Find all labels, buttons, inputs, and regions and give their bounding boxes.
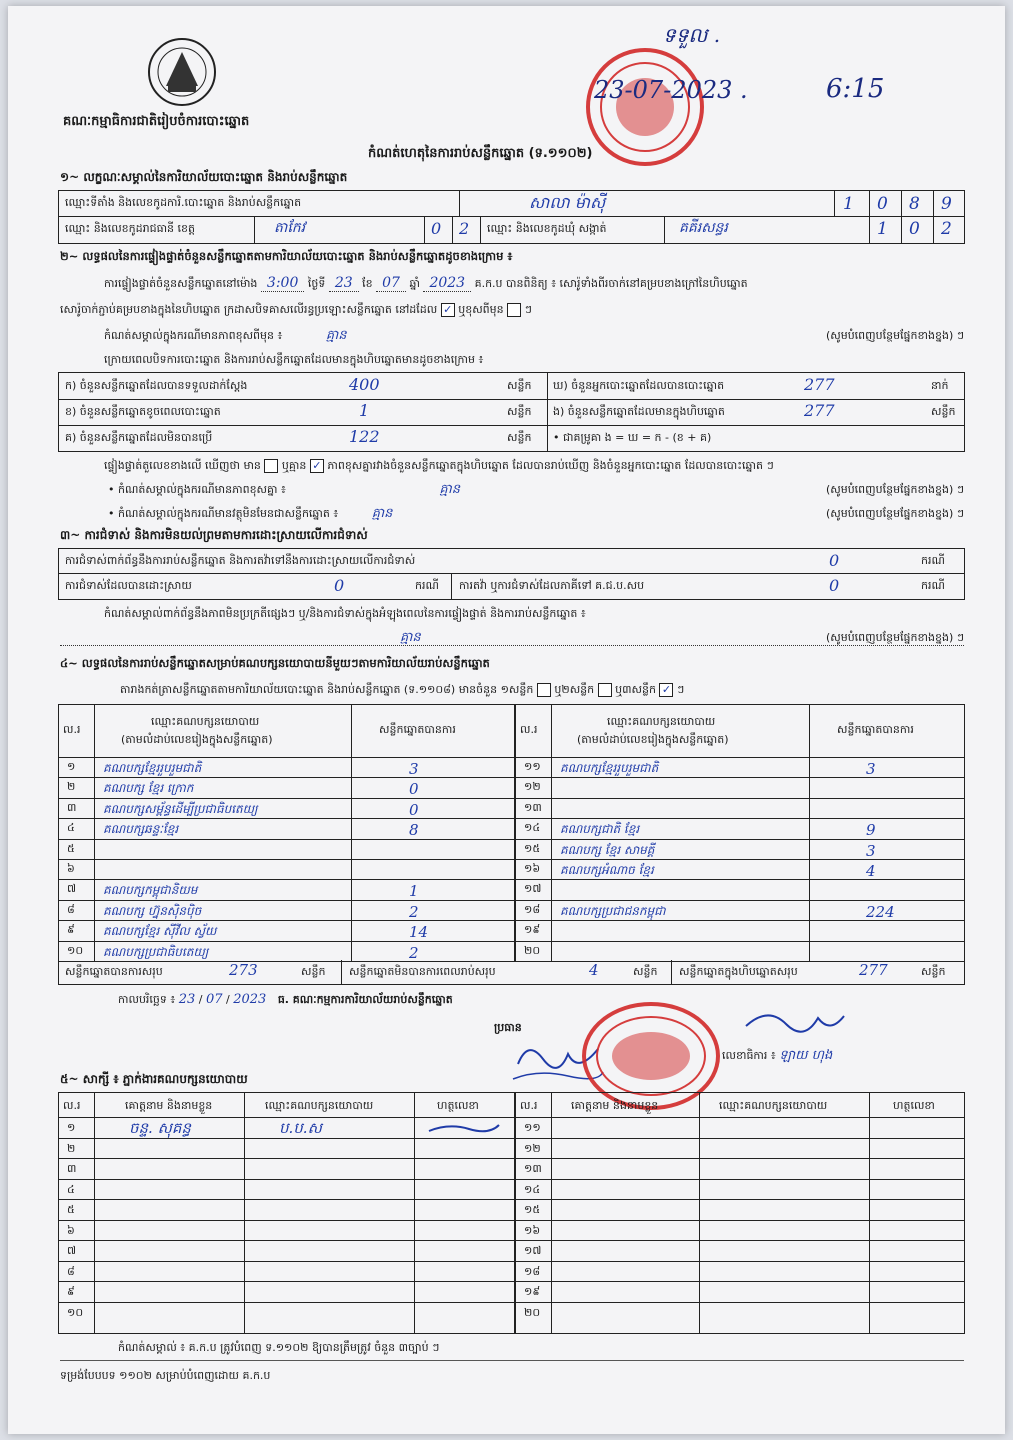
result-party-name: គណបក្ស ខ្មែរ សាមគ្គី — [560, 842, 655, 857]
office-code-4: 9 — [941, 194, 952, 214]
witness-row-number: ១៨ — [524, 1264, 541, 1278]
value-c: 122 — [349, 427, 380, 446]
secretary-signature-icon — [738, 1004, 848, 1040]
result-row-number: ៨ — [67, 902, 75, 916]
witness-row-number: ១៣ — [524, 1162, 542, 1175]
witness-row-number: ៧ — [67, 1244, 77, 1257]
note-change-value: គ្មាន — [325, 328, 347, 343]
office-code-1: 1 — [843, 194, 854, 214]
one-sheet-checkbox[interactable] — [537, 683, 551, 697]
result-vote-count: 8 — [409, 821, 419, 840]
result-party-name: គណបក្សខ្មែររួបរួមជាតិ — [560, 761, 659, 775]
count-intro: ក្រោយពេលបិទការបោះឆ្នោត និងការរាប់សន្លឹកឆ្នោតដែលមានក្នុងហិបឆ្នោតមានដូចខាងក្រោម ៖ — [104, 353, 484, 366]
formula: • ជាគម្រូគា ង = ឃ = ក - (ខ + គ) — [553, 431, 712, 444]
province-label: ឈ្មោះ និងលេខកូដរាជធានី ខេត្ត — [65, 222, 195, 235]
witness-row-divider — [59, 1240, 964, 1241]
witness-row-number: ៤ — [67, 1182, 75, 1196]
ballot-count-table: ក) ចំនួនសន្លឹកឆ្នោតដែលបានទទួលដាក់ស្ដែង 400 សន្លឹក ខ) ចំនួនសន្លឹកឆ្នោតខូចពេលបោះឆ្នោត 1 សន្លឹក គ) ចំនួនសន្លឹកឆ្នោតដែលមិនបានប្រើ 122 សន្លឹក ឃ) ចំនួនអ្នកបោះឆ្នោតដែលបានបោះឆ្នោត 277 នាក់ ង) ចំនួនសន្លឹកឆ្នោតដែលមានក្នុងហិបឆ្នោត 277 សន្លឹក • ជាគម្រូគា ង = ឃ = ក - (ខ + គ) — [58, 372, 965, 452]
note-change-line: កំណត់សម្គាល់ក្នុងករណីមានភាពខុសពីមុន ៖ គ្មាន (សូមបំពេញបន្ថែមផ្នែកខាងខ្នង) ៗ — [104, 328, 964, 343]
office-code-3: 8 — [909, 194, 920, 214]
value-d: 277 — [804, 375, 835, 394]
results-row-divider — [59, 941, 964, 942]
witness-row-divider — [59, 1158, 964, 1159]
witness-1-name: ចន្ទ. សុគន្ធ — [129, 1119, 191, 1137]
result-vote-count: 9 — [866, 821, 876, 840]
totals-row: សន្លឹកឆ្នោតបានការសរុប 273 សន្លឹក សន្លឹកឆ្នោតមិនបានការពេលរាប់សរុប 4 សន្លឹក សន្លឹកឆ្នោតក្នុងហិបឆ្នោតសរុប 277 សន្លឹក — [58, 960, 965, 985]
result-party-name: គណបក្ស ខ្មែរ ក្រោក — [103, 781, 194, 796]
value-a: 400 — [349, 375, 380, 394]
two-sheet-checkbox[interactable] — [598, 683, 612, 697]
result-row-number: ២ — [67, 780, 76, 794]
result-row-number: ៧ — [67, 882, 77, 896]
no-difference-checkbox[interactable]: ✓ — [310, 459, 324, 473]
section3-heading: ៣~ ការជំទាស់ និងការមិនយល់ព្រមតាមការដោះស្រាយលើការជំទាស់ — [60, 528, 368, 542]
result-row-number: ១៤ — [524, 821, 541, 835]
office-code-2: 0 — [877, 194, 888, 214]
result-party-name: គណបក្សជាតិ ខ្មែរ — [560, 822, 640, 837]
result-party-name: គណបក្សប្រជាជនកម្ពុជា — [560, 903, 666, 918]
witness-row-number: ១ — [67, 1121, 76, 1134]
total-invalid: 4 — [589, 961, 599, 979]
witness-row-number: ៣ — [67, 1162, 77, 1175]
result-row-number: ១២ — [524, 780, 541, 794]
witness-row-divider — [59, 1117, 964, 1118]
results-row-divider — [59, 798, 964, 799]
verify-year: 2023 — [423, 275, 471, 292]
result-vote-count: 2 — [409, 902, 419, 921]
result-row-number: ២០ — [524, 943, 541, 957]
witness-row-divider — [59, 1138, 964, 1139]
result-vote-count: 4 — [866, 862, 876, 880]
result-vote-count: 3 — [409, 760, 419, 778]
result-row-number: ១៧ — [524, 882, 542, 896]
verify-time: 3:00 — [261, 275, 304, 292]
result-vote-count: 14 — [409, 923, 429, 942]
result-party-name: គណបក្សអំណាច ខ្មែរ — [560, 863, 654, 877]
section4-heading: ៤~ លទ្ធផលនៃការរាប់សន្លឹកឆ្នោតសម្រាប់គណបក្សនយោបាយនីមួយៗតាមការិយាល័យរាប់សន្លឹកឆ្នោត — [60, 656, 490, 670]
witness-row-number: ១១ — [524, 1121, 541, 1134]
objection-table: ការជំទាស់ពាក់ព័ន្ធនឹងការរាប់សន្លឹកឆ្នោត និងការតវ៉ាទៅនឹងការដោះស្រាយលើការជំទាស់ 0 ករណី ការជំទាស់ដែលបានដោះស្រាយ 0 ករណី ការតវ៉ា ឬការជំទាស់ដែលភាគីទៅ គ.ជ.ប.សប 0 ករណី — [58, 548, 965, 600]
witness-row-number: ២០ — [524, 1305, 541, 1319]
result-vote-count: 3 — [866, 760, 876, 778]
witness-row-divider — [59, 1220, 964, 1221]
footer-note: កំណត់សម្គាល់ ៖ គ.ក.ប ត្រូវបំពេញ ទ.១១០២ ឱ្យបានត្រឹមត្រូវ ចំនួន ៣ច្បាប់ ៗ — [118, 1341, 440, 1354]
result-party-name: គណបក្សខ្មែរ ស៊ីវីល ស្វ័យ — [103, 924, 217, 939]
result-row-number: ១៩ — [524, 923, 541, 937]
witness-row-number: ៩ — [67, 1285, 75, 1298]
received-note: ទទួល . — [663, 23, 721, 47]
result-row-number: ៥ — [67, 841, 75, 855]
red-seal-top — [586, 48, 704, 166]
section2-heading: ២~ លទ្ធផលនៃការផ្ទៀងផ្ទាត់ចំនួនសន្លឹកឆ្នោតតាមការិយាល័យបោះឆ្នោត និងរាប់សន្លឹកឆ្នោតដូចខាងក្រោម ៖ — [60, 249, 513, 263]
commune-code-3: 2 — [941, 219, 952, 239]
verify-month: 07 — [376, 275, 406, 292]
results-row-divider — [59, 900, 964, 901]
results-row-divider — [59, 839, 964, 840]
commune-code-2: 0 — [909, 219, 920, 239]
result-party-name: គណបក្សប្រជាធិបតេយ្យ — [103, 944, 209, 959]
result-vote-count: 0 — [409, 800, 419, 819]
chair-label: ប្រធាន — [494, 1021, 522, 1034]
results-row-divider — [59, 777, 964, 778]
tally-sheet-line: តារាងកត់ត្រាសន្លឹកឆ្នោតតាមការិយាល័យបោះឆ្នោត និងរាប់សន្លឹកឆ្នោត (ទ.១១០៨) មានចំនួន ១សន្លឹក ឬ២សន្លឹក ឬ៣សន្លឹក ✓ ៗ — [120, 683, 685, 696]
result-row-number: ១១ — [524, 760, 541, 773]
section5-heading: ៥~ សាក្សី ៖ ភ្នាក់ងារគណបក្សនយោបាយ — [60, 1072, 248, 1086]
note-object-line: • កំណត់សម្គាល់ក្នុងករណីមានវត្ថុមិនមែនជាសន្លឹកឆ្នោត ៖ គ្មាន (សូមបំពេញបន្ថែមផ្នែកខាងខ្នង) ៗ — [108, 506, 964, 521]
objection-count: 0 — [829, 551, 840, 570]
witness-row-number: ១៧ — [524, 1244, 542, 1257]
office-label: ឈ្មោះទីតាំង និងលេខកូដការិ.បោះឆ្នោត និងរាប់សន្លឹកឆ្នោត — [65, 196, 302, 209]
verification-line-1: ការផ្ទៀងផ្ទាត់ចំនួនសន្លឹកឆ្នោតនៅម៉ោង 3:00 ថ្ងៃទី 23 ខែ 07 ឆ្នាំ 2023 គ.ក.ប បានពិនិត្យ ៖ សោរ៉ូទាំងពីរចាក់នៅគម្របខាងក្រៅនៃហិបឆ្នោត — [104, 275, 748, 291]
province-code-1: 0 — [431, 219, 442, 238]
result-party-name: គណបក្សខ្មែររួបរួមជាតិ — [103, 761, 202, 775]
verify-day: 23 — [329, 275, 359, 292]
commune-code-1: 1 — [877, 219, 888, 239]
witness-table: ល.រ គោត្តនាម និងនាមខ្លួន ឈ្មោះគណបក្សនយោបាយ ហត្ថលេខា ល.រ គោត្តនាម និងនាមខ្លួន ឈ្មោះគណបក្សនយោបាយ ហត្ថលេខា ១ ១១ ២ ១២ ៣ ១៣ ៤ ១៤ ៥ ១៥ ៦ ១៦ ៧ ១៧ ៨ ១៨ ៩ ១៩ ១០ ២០ ចន្ទ. សុគន្ធ ប.ប.ស — [58, 1092, 965, 1334]
witness-1-party: ប.ប.ស — [279, 1119, 322, 1137]
org-name: គណៈកម្មាធិការជាតិរៀបចំការបោះឆ្នោត — [63, 114, 250, 129]
party-results-table: ល.រ ឈ្មោះគណបក្សនយោបាយ (តាមលំដាប់លេខរៀងក្នុងសន្លឹកឆ្នោត) សន្លឹកឆ្នោតបានការ ល.រ ឈ្មោះគណបក្សនយោបាយ (តាមលំដាប់លេខរៀងក្នុងសន្លឹកឆ្នោត) សន្លឹកឆ្នោតបានការ ១ គណបក្សខ្មែររួបរួមជាតិ 3 ១១ គណបក្សខ្មែររួបរួមជាតិ 3 ២ គណបក្ស ខ្មែរ ក្រោក 0 ១២ ៣ គណបក្សសម្ព័ន្ធដើម្បីប្រជាធិបតេយ្យ 0 ១៣ ៤ គណបក្សឆន្ទៈខ្មែរ 8 ១៤ គណបក្សជាតិ ខ្មែរ 9 ៥ ១៥ គណបក្ស ខ្មែរ សាមគ្គី 3 ៦ ១៦ គណបក្សអំណាច ខ្មែរ 4 ៧ គណបក្សកម្ពុជានិយម 1 ១៧ ៨ គណបក្ស ហ្វ៊ុនស៊ិនប៉ិច 2 ១៨ គណបក្សប្រជាជនកម្ពុជា 224 ៩ គណបក្សខ្មែរ ស៊ីវីល ស្វ័យ 14 ១៩ ១០ គណបក្សប្រជាធិបតេយ្យ 2 ២០ — [58, 704, 965, 962]
result-row-number: ៣ — [67, 800, 77, 814]
commune-name: គគីរសន្ធរ — [679, 220, 728, 236]
office-name: សាលា ម៉ាស៊ី — [529, 193, 606, 212]
footer-divider — [60, 1360, 964, 1361]
result-row-number: ១៥ — [524, 841, 541, 855]
result-row-number: ១៨ — [524, 902, 541, 916]
secretary-name: ឡាយ ហុង — [779, 1048, 833, 1063]
result-party-name: គណបក្ស ហ្វ៊ុនស៊ិនប៉ិច — [103, 903, 202, 918]
witness-row-number: ១៤ — [524, 1182, 541, 1196]
label-a: ក) ចំនួនសន្លឹកឆ្នោតដែលបានទទួលដាក់ស្ដែង — [65, 379, 248, 392]
witness-row-number: ១២ — [524, 1141, 541, 1155]
irregularity-note: កំណត់សម្គាល់ពាក់ព័ន្ធនឹងភាពមិនប្រក្រតីផ្សេងៗ ឬ/និងការជំទាស់ក្នុងអំឡុងពេលនៃការផ្ទៀងផ្ទាត់ និងការរាប់សន្លឹកឆ្នោត ៖ — [104, 607, 586, 620]
unchanged-checkbox[interactable]: ✓ — [441, 303, 455, 317]
label-c: គ) ចំនួនសន្លឹកឆ្នោតដែលមិនបានប្រើ — [65, 431, 213, 444]
section1-heading: ១~ លក្ខណៈសម្គាល់នៃការិយាល័យបោះឆ្នោត និងរាប់សន្លឹកឆ្នោត — [60, 170, 348, 184]
result-vote-count: 2 — [409, 943, 419, 962]
province-name: តាកែវ — [274, 220, 306, 236]
witness-row-divider — [59, 1261, 964, 1262]
result-row-number: ៤ — [67, 821, 75, 835]
label-d: ឃ) ចំនួនអ្នកបោះឆ្នោតដែលបានបោះឆ្នោត — [553, 379, 725, 392]
result-vote-count: 224 — [866, 902, 895, 921]
result-party-name: គណបក្សឆន្ទៈខ្មែរ — [103, 822, 179, 837]
results-row-divider — [59, 859, 964, 860]
result-row-number: ៩ — [67, 923, 75, 937]
document-page — [8, 6, 1005, 1434]
witness-1-signature-icon — [424, 1119, 504, 1139]
verification-line-2: សោរ៉ូចាក់ភ្ជាប់គម្របខាងក្នុងនៃហិបឆ្នោត ក្រដាសបិទគាសលើរន្ធប្រឡោះសន្លឹកឆ្នោត នៅដដែល ✓ ឬខុសពីមុន ៗ — [60, 303, 532, 316]
received-time: 6:15 — [826, 74, 885, 104]
total-valid: 273 — [229, 961, 258, 979]
witness-row-divider — [59, 1199, 964, 1200]
result-row-number: ៦ — [67, 862, 75, 875]
result-row-number: ១ — [67, 760, 76, 773]
note-difference-line: • កំណត់សម្គាល់ក្នុងករណីមានភាពខុសគ្នា ៖ គ្មាន (សូមបំពេញបន្ថែមផ្នែកខាងខ្នង) ៗ — [108, 482, 964, 497]
witness-row-number: ១៦ — [524, 1223, 541, 1237]
label-e: ង) ចំនួនសន្លឹកឆ្នោតដែលមានក្នុងហិបឆ្នោត — [553, 405, 725, 418]
received-date: 23-07-2023 . — [594, 76, 748, 104]
secretary-line: លេខាធិការ ៖ ឡាយ ហុង — [722, 1048, 833, 1063]
results-row-divider — [59, 879, 964, 880]
result-party-name: គណបក្សសម្ព័ន្ធដើម្បីប្រជាធិបតេយ្យ — [103, 801, 258, 816]
commune-label: ឈ្មោះ និងលេខកូដឃុំ សង្កាត់ — [487, 222, 607, 235]
has-difference-checkbox[interactable] — [264, 459, 278, 473]
witness-row-number: ១០ — [67, 1305, 84, 1319]
signing-date: កាលបរិច្ឆេទ ៖ 23 / 07 / 2023 ធ. គណៈកម្មការការិយាល័យរាប់សន្លឹកឆ្នោត — [118, 992, 453, 1007]
witness-row-number: ២ — [67, 1141, 76, 1155]
witness-row-divider — [59, 1302, 964, 1303]
witness-row-number: ១៥ — [524, 1203, 541, 1216]
result-vote-count: 1 — [409, 882, 419, 901]
irregularity-line: គ្មាន (សូមបំពេញបន្ថែមផ្នែកខាងខ្នង) ៗ — [60, 630, 964, 646]
province-code-2: 2 — [459, 219, 470, 238]
changed-checkbox[interactable] — [507, 303, 521, 317]
witness-row-number: ៦ — [67, 1223, 75, 1237]
witness-row-number: ៥ — [67, 1203, 75, 1216]
form-title: កំណត់ហេតុនៃការរាប់សន្លឹកឆ្នោត (ទ.១១០២) — [368, 146, 593, 161]
witness-row-divider — [59, 1179, 964, 1180]
witness-row-number: ១៩ — [524, 1285, 541, 1298]
nec-emblem-icon — [146, 36, 218, 108]
section1-box — [58, 190, 965, 244]
witness-row-divider — [59, 1281, 964, 1282]
result-row-number: ១៦ — [524, 862, 541, 875]
form-usage: ទម្រង់បែបបទ ១១០២ សម្រាប់បំពេញដោយ គ.ក.ប — [60, 1369, 271, 1382]
result-row-number: ១០ — [67, 943, 84, 957]
results-row-divider — [59, 818, 964, 819]
value-b: 1 — [359, 401, 370, 420]
appeal-count: 0 — [829, 576, 840, 595]
compare-line: ផ្ទៀងផ្ទាត់តួលេខខាងលើ ឃើញថា មាន ឬគ្មាន ✓ ភាពខុសគ្នារវាងចំនួនសន្លឹកឆ្នោតក្នុងហិបឆ្នោត ដែលបានរាប់ឃើញ និងចំនួនអ្នកបោះឆ្នោត ដែលបានបោះឆ្នោត ៗ — [104, 459, 774, 472]
resolved-count: 0 — [334, 576, 345, 595]
witness-row-number: ៨ — [67, 1264, 75, 1278]
results-row-divider — [59, 920, 964, 921]
result-vote-count: 3 — [866, 841, 876, 860]
result-party-name: គណបក្សកម្ពុជានិយម — [103, 883, 198, 898]
result-vote-count: 0 — [409, 780, 419, 799]
three-sheet-checkbox[interactable]: ✓ — [659, 683, 673, 697]
label-b: ខ) ចំនួនសន្លឹកឆ្នោតខូចពេលបោះឆ្នោត — [65, 405, 221, 418]
value-e: 277 — [804, 401, 835, 420]
total-in-box: 277 — [859, 961, 888, 979]
result-row-number: ១៣ — [524, 800, 542, 814]
